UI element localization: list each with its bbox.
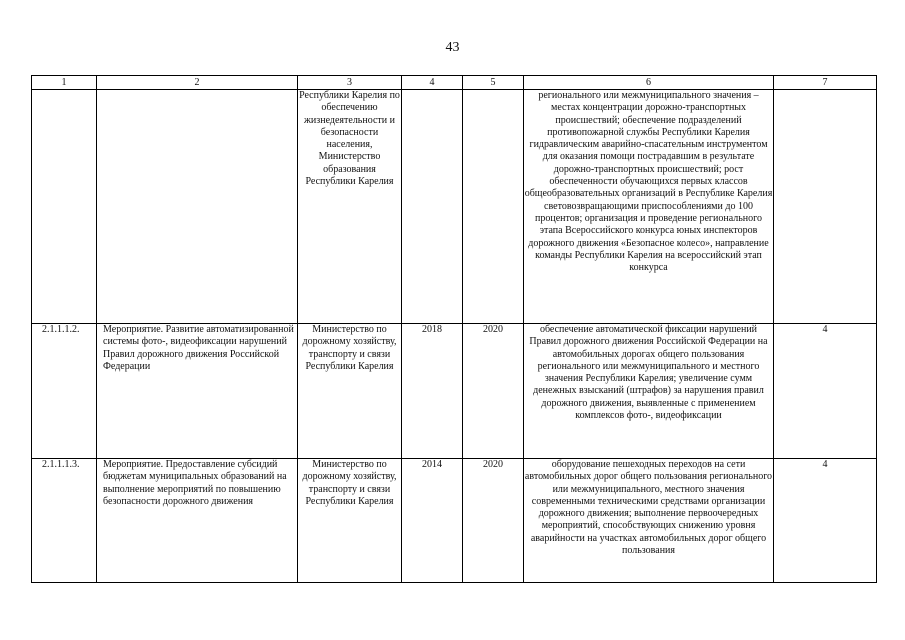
activity-cell: Мероприятие. Развитие автоматизированной системы фото-, видеофиксации нарушений Правил дорожного движения Российской Федерации — [97, 324, 298, 459]
column-number: 1 — [32, 76, 97, 90]
column-number: 5 — [463, 76, 524, 90]
executor-cell: Республики Карелия по обеспечению жизнедеятельности и безопасности населения, Министерство образования Республики Карелия — [298, 90, 402, 324]
start-year-cell: 2018 — [402, 324, 463, 459]
end-year-cell: 2020 — [463, 459, 524, 583]
table-row — [32, 459, 877, 583]
row-number: 2.1.1.1.3. — [32, 459, 97, 583]
activity-cell: Мероприятие. Предоставление субсидий бюджетам муниципальных образований на выполнение мероприятий по повышению безопасности дорожного движения — [97, 459, 298, 583]
indicator-cell: 4 — [774, 459, 877, 583]
row-number: 2.1.1.1.2. — [32, 324, 97, 459]
measures-table — [31, 75, 877, 583]
result-cell: регионального или межмуниципального значения – местах концентрации дорожно-транспортных происшествий; обеспечение подразделений противопожарной службы Республики Карелия гидравлическим аварийно-спасательным инструментом для оказания помощи пострадавшим в результате дорожно-транспортных происшествий; рост обеспеченности обучающихся первых классов общеобразовательных организаций в Республике Карелия световозвращающими приспособлениями до 100 процентов; организация и проведение регионального этапа Всероссийского конкурса юных инспекторов дорожного движения «Безопасное колесо», направление команды Республики Карелия на всероссийский этап конкурса — [524, 90, 774, 324]
column-number-row — [32, 76, 877, 90]
row-number — [32, 90, 97, 324]
executor-cell: Министерство по дорожному хозяйству, транспорту и связи Республики Карелия — [298, 324, 402, 459]
result-cell: оборудование пешеходных переходов на сети автомобильных дорог общего пользования регионального или межмуниципального, местного значения современными техническими средствами организации дорожного движения; выполнение первоочередных мероприятий, способствующих снижению уровня аварийности на участках автомобильных дорог общего пользования — [524, 459, 774, 583]
result-cell: обеспечение автоматической фиксации нарушений Правил дорожного движения Российской Федерации на автомобильных дорогах общего пользования регионального или межмуниципального и местного значения Республики Карелия; увеличение сумм денежных взысканий (штрафов) за нарушения правил дорожного движения, выявленные с применением комплексов фото-, видеофиксации — [524, 324, 774, 459]
executor-cell: Министерство по дорожному хозяйству, транспорту и связи Республики Карелия — [298, 459, 402, 583]
table-row — [32, 324, 877, 459]
indicator-cell — [774, 90, 877, 324]
column-number: 2 — [97, 76, 298, 90]
activity-cell — [97, 90, 298, 324]
column-number: 3 — [298, 76, 402, 90]
end-year-cell: 2020 — [463, 324, 524, 459]
column-number: 4 — [402, 76, 463, 90]
indicator-cell: 4 — [774, 324, 877, 459]
end-year-cell — [463, 90, 524, 324]
page-number: 43 — [445, 40, 460, 55]
table-row — [32, 90, 877, 324]
start-year-cell: 2014 — [402, 459, 463, 583]
start-year-cell — [402, 90, 463, 324]
column-number: 6 — [524, 76, 774, 90]
column-number: 7 — [774, 76, 877, 90]
